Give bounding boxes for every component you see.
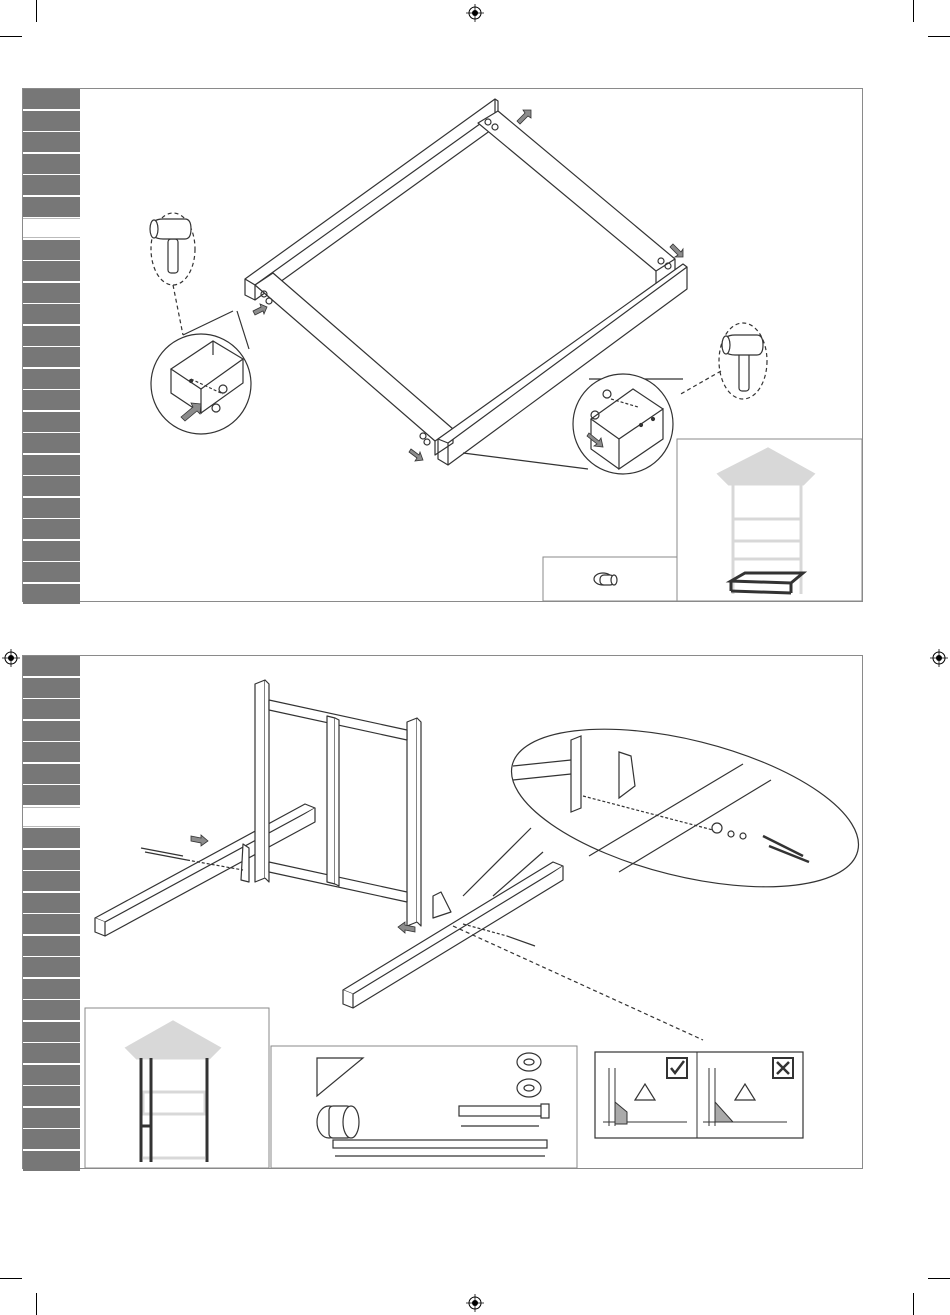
- registration-target-icon: [2, 649, 20, 667]
- parts-box: [271, 1046, 577, 1168]
- registration-target-icon: [930, 649, 948, 667]
- correct-incorrect-box: [595, 1052, 803, 1138]
- step-1-panel: [22, 88, 863, 602]
- push-arrow-icon: [517, 110, 531, 124]
- crop-mark-top-right-v: [913, 0, 914, 22]
- t-nut-parts-box: [543, 557, 677, 601]
- crop-mark-top-left-h: [0, 36, 22, 37]
- rubber-mallet-icon: [150, 213, 195, 335]
- back-beam: [245, 99, 498, 300]
- right-beam: [478, 111, 675, 285]
- wrong-cross-icon: [773, 1058, 793, 1078]
- registration-target-icon: [466, 4, 484, 22]
- push-arrow-icon: [191, 835, 208, 846]
- tower-preview-box: [85, 1008, 269, 1168]
- crop-mark-bottom-right-v: [913, 1293, 914, 1315]
- wall-frame: [255, 680, 421, 926]
- triangle-bracket-icon: [241, 844, 249, 882]
- crop-mark-bottom-right-h: [928, 1278, 950, 1279]
- tower-preview-box: [677, 439, 862, 601]
- rubber-mallet-icon: [679, 323, 767, 399]
- correct-check-icon: [667, 1058, 687, 1078]
- step-2-illustration: [23, 656, 862, 1168]
- left-detail-zoom: [151, 311, 251, 434]
- step-2-panel: [22, 655, 863, 1169]
- right-detail-zoom: [463, 374, 683, 474]
- push-arrow-icon: [670, 244, 683, 257]
- triangle-bracket-icon: [433, 892, 451, 918]
- left-beam: [255, 273, 453, 455]
- crop-mark-top-left-v: [36, 0, 37, 22]
- step-1-illustration: [23, 89, 862, 601]
- crop-mark-top-right-h: [928, 36, 950, 37]
- crop-mark-bottom-left-v: [36, 1293, 37, 1315]
- push-arrow-icon: [409, 449, 423, 461]
- t-nut-icon: [594, 573, 617, 585]
- registration-target-icon: [466, 1294, 484, 1312]
- push-arrow-icon: [253, 304, 267, 315]
- right-ground-beam: [343, 862, 563, 1008]
- bolt-icon: [507, 936, 535, 946]
- crop-mark-bottom-left-h: [0, 1278, 22, 1279]
- spacer-icon: [317, 1106, 359, 1138]
